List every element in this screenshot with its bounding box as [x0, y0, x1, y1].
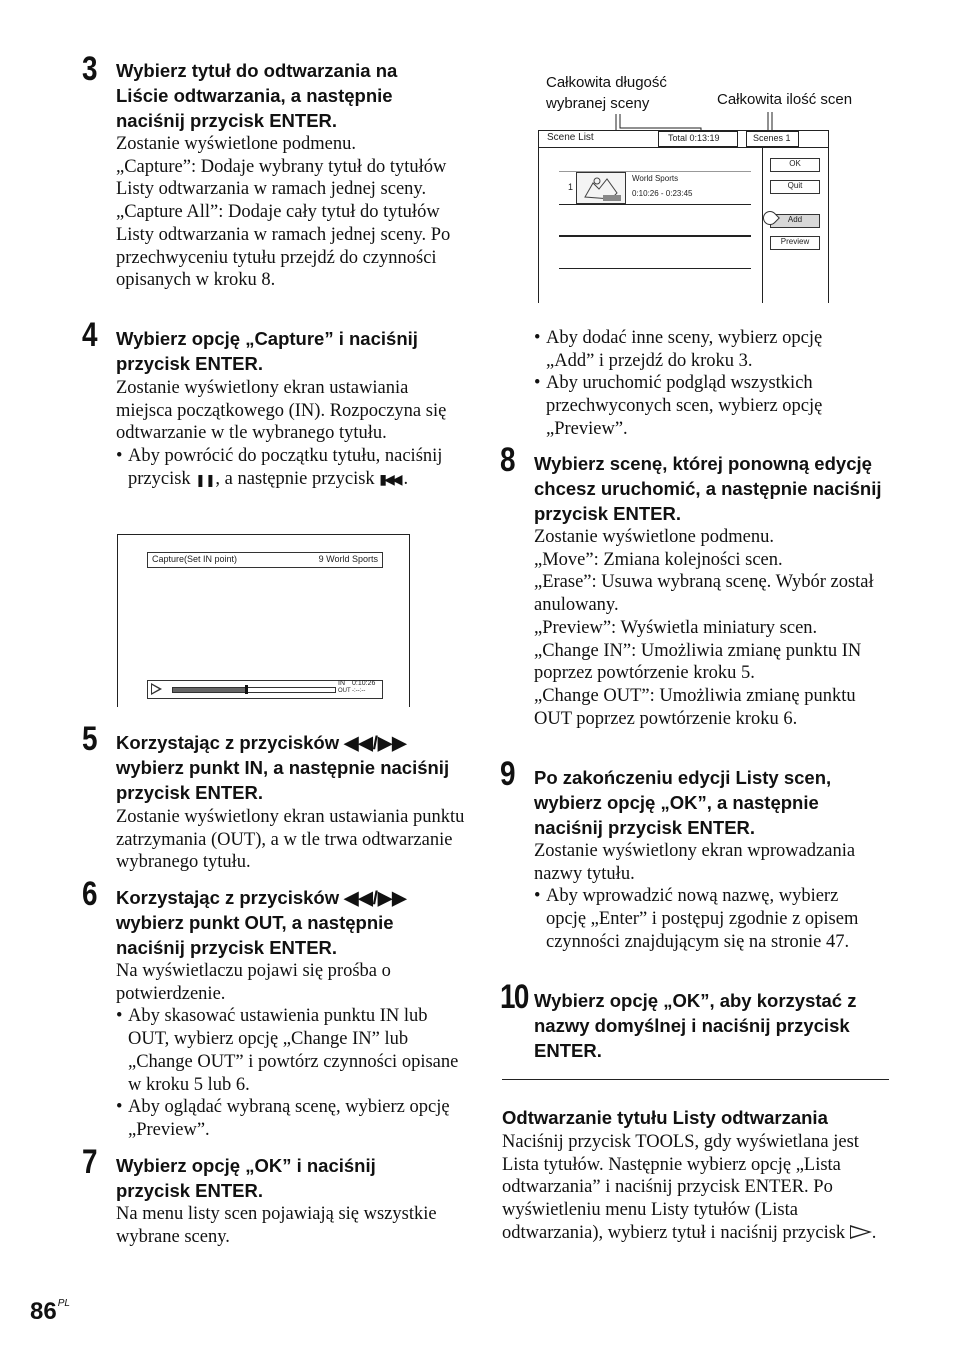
scenes-count: Scenes 1 — [753, 133, 791, 143]
step-4-bullet: • Aby powrócić do początku tytułu, naciśnij przycisk ❚❚, a następnie przycisk ▮◀◀ . — [116, 446, 443, 489]
step-8-heading: Wybierz scenę, której ponowną edycję chcesz uruchomić, a następnie naciśnij przycisk ENTER. — [534, 453, 882, 524]
capture-header-left: Capture(Set IN point) — [152, 554, 238, 564]
menu-preview-label: Preview — [780, 237, 810, 246]
step-6-bullet: • Aby oglądać wybraną scenę, wybierz opcję „Preview”. — [116, 1096, 472, 1141]
scene-row-rule — [559, 204, 751, 205]
step-8-body-line: „Preview”: Wyświetla miniatury scen. — [534, 617, 818, 638]
section-body-end: . — [871, 1222, 877, 1243]
capture-screen — [117, 534, 410, 707]
step-8-body-line: „Erase”: Usuwa wybraną scenę. Wybór został anulowany. — [534, 572, 874, 616]
step-6-bullet: • Aby skasować ustawienia punktu IN lub OUT, wybierz opcję „Change IN” lub „Change OUT” i powtórz czynności opisane w kroku 5 lub 6. — [116, 1005, 472, 1096]
capture-progress-track[interactable] — [172, 687, 336, 693]
capture-header — [147, 552, 383, 568]
scene-item-time: 0:10:26 - 0:23:45 — [632, 189, 693, 198]
scene-list-title: Scene List — [547, 132, 594, 143]
scene-item-number: 1 — [568, 182, 574, 192]
menu-quit-button[interactable] — [770, 180, 820, 194]
section-body — [502, 1131, 888, 1245]
step-9-heading: Po zakończeniu edycji Listy scen, wybierz opcję „OK”, a następnie naciśnij przycisk ENTER. — [534, 767, 832, 838]
step-5-body-line: Zostanie wyświetlony ekran ustawiania punktu zatrzymania (OUT), a w tle trwa odtwarzanie wybranego tytułu. — [116, 807, 465, 873]
step-6-heading: Korzystając z przycisków ◀◀/▶▶ wybierz punkt OUT, a następnie naciśnij przycisk ENTER. — [116, 887, 407, 958]
step-6-body-line: Na wyświetlaczu pojawi się prośba o potwierdzenie. — [116, 961, 391, 1004]
section-divider — [502, 1079, 889, 1080]
bullet-text: Aby uruchomić podgląd wszystkich przechwyconych scen, wybierz opcję „Preview”. — [546, 373, 823, 439]
out-time: -:--:-- — [352, 688, 366, 694]
step-3-body-line: Zostanie wyświetlone podmenu. — [116, 134, 356, 154]
bullet-text: . — [403, 468, 409, 489]
step-8-body-line: „Change IN”: Umożliwia zmianę punktu IN poprzez powtórzenie kroku 5. — [534, 640, 862, 684]
step-8-body-line: Zostanie wyświetlone podmenu. — [534, 527, 774, 547]
step-3-heading: Wybierz tytuł do odtwarzania na Liście odtwarzania, a następnie naciśnij przycisk ENTER. — [116, 60, 398, 131]
total-length: Total 0:13:19 — [668, 133, 720, 143]
step-3-body-line: „Capture”: Dodaje wybrany tytuł do tytułów Listy odtwarzania w ramach jednej sceny. — [116, 156, 447, 200]
bullet-text: Aby oglądać wybraną scenę, wybierz opcję „Preview”. — [128, 1097, 450, 1140]
step-8-body — [534, 526, 884, 730]
previous-icon: ▮◀◀ — [379, 471, 400, 488]
step-4-number: 4 — [82, 316, 98, 354]
menu-preview-button[interactable] — [770, 236, 820, 250]
in-time: 0:10:26 — [352, 680, 376, 687]
step-10-number: 10 — [500, 978, 528, 1016]
step-10-heading: Wybierz opcję „OK”, aby korzystać z nazwy domyślnej i naciśnij przycisk ENTER. — [534, 990, 857, 1061]
menu-add-label: Add — [787, 215, 803, 224]
callout-total-length: Całkowita długość wybranej sceny — [546, 74, 667, 112]
page-number — [30, 1298, 70, 1326]
step-3-body — [116, 133, 472, 292]
scene-list-top-rule — [539, 147, 828, 148]
step-7-bullets — [534, 327, 874, 441]
menu-divider — [762, 147, 763, 303]
bullet-text: , a następnie przycisk — [215, 468, 380, 489]
pause-icon: ❚❚ — [195, 472, 216, 487]
step-8-number: 8 — [500, 441, 516, 479]
out-label: OUT — [338, 688, 351, 694]
menu-quit-label: Quit — [787, 181, 803, 190]
step-5-body — [116, 806, 466, 874]
page-number-value: 86 — [30, 1298, 57, 1325]
scene-thumbnail — [576, 172, 626, 204]
step-7-heading: Wybierz opcję „OK” i naciśnij przycisk ENTER. — [116, 1155, 376, 1201]
step-9-bullet: • Aby wprowadzić nową nazwę, wybierz opcję „Enter” i postępuj zgodnie z opisem czynności znajdującym się na stronie 47. — [534, 885, 879, 953]
step-7-bullet: • Aby uruchomić podgląd wszystkich przechwyconych scen, wybierz opcję „Preview”. — [534, 372, 874, 440]
step-3-number: 3 — [82, 50, 98, 88]
capture-progress-handle[interactable] — [245, 685, 248, 694]
scenes-count-box — [746, 131, 799, 147]
step-5-heading: Korzystając z przycisków ◀◀/▶▶ wybierz punkt IN, a następnie naciśnij przycisk ENTER. — [116, 732, 450, 803]
step-3-body-line: „Capture All”: Dodaje cały tytuł do tytułów Listy odtwarzania w ramach jednej sceny. Po przechwyceniu tytułu przejdź do czynności opisanych w kroku 8. — [116, 202, 451, 291]
step-8-body-line: „Change OUT”: Umożliwia zmianę punktu OUT poprzez powtórzenie kroku 6. — [534, 685, 856, 729]
capture-progress-fill — [173, 688, 246, 692]
step-5-number: 5 — [82, 720, 98, 758]
section-body-text: Naciśnij przycisk TOOLS, gdy wyświetlana jest Lista tytułów. Następnie wybierz opcję „Lista odtwarzania” i naciśnij przycisk ENTER. Po wyświetleniu menu Listy tytułów (Lista odtwarzania), wybierz tytuł i naciśnij przycisk — [502, 1132, 859, 1243]
bullet-text: Aby skasować ustawienia punktu IN lub OUT, wybierz opcję „Change IN” lub „Change OUT” i powtórz czynności opisane w kroku 5 lub 6. — [128, 1006, 459, 1095]
step-7-body — [116, 1203, 476, 1248]
step-4-heading: Wybierz opcję „Capture” i naciśnij przycisk ENTER. — [116, 328, 418, 374]
capture-control-bar — [147, 680, 383, 699]
bullet-text: Aby wprowadzić nową nazwę, wybierz opcję „Enter” i postępuj zgodnie z opisem czynności znajdującym się na stronie 47. — [546, 886, 859, 952]
step-6-body — [116, 960, 472, 1142]
step-7-bullet: • Aby dodać inne sceny, wybierz opcję „Add” i przejdź do kroku 3. — [534, 327, 874, 372]
bullet-text: Aby powrócić do początku tytułu, naciśnij przycisk — [128, 446, 443, 489]
menu-ok-label: OK — [789, 159, 801, 168]
scene-row-rule — [559, 235, 751, 237]
play-outline-icon — [850, 1225, 872, 1239]
scene-item[interactable] — [559, 171, 751, 203]
callout-total-scenes: Całkowita ilość scen — [717, 91, 853, 108]
in-label: IN — [338, 680, 345, 687]
step-9-number: 9 — [500, 755, 516, 793]
total-length-box — [658, 131, 738, 147]
step-9-body-line: Zostanie wyświetlony ekran wprowadzania nazwy tytułu. — [534, 841, 856, 884]
step-7-body-line: Na menu listy scen pojawiają się wszystkie wybrane sceny. — [116, 1204, 437, 1247]
section-title: Odtwarzanie tytułu Listy odtwarzania — [502, 1107, 828, 1128]
step-6-number: 6 — [82, 875, 98, 913]
scene-list-screen — [538, 130, 829, 303]
page-language: PL — [57, 1298, 70, 1309]
scene-item-title: World Sports — [632, 174, 679, 183]
step-9-body — [534, 840, 879, 954]
step-8-body-line: „Move”: Zmiana kolejności scen. — [534, 549, 783, 570]
step-7-number: 7 — [82, 1143, 98, 1181]
step-4-body-line: Zostanie wyświetlony ekran ustawiania miejsca początkowego (IN). Rozpoczyna się odtwarzanie w tle wybranego tytułu. — [116, 378, 447, 444]
capture-header-right: 9 World Sports — [318, 554, 378, 564]
scene-row-rule — [559, 171, 751, 172]
sports-thumbnail-icon — [577, 173, 625, 203]
bullet-text: Aby dodać inne sceny, wybierz opcję „Add” i przejdź do kroku 3. — [546, 328, 823, 371]
scene-row-rule — [559, 268, 751, 269]
menu-ok-button[interactable] — [770, 158, 820, 172]
step-4-body — [116, 377, 466, 492]
play-icon-inner — [152, 685, 159, 693]
